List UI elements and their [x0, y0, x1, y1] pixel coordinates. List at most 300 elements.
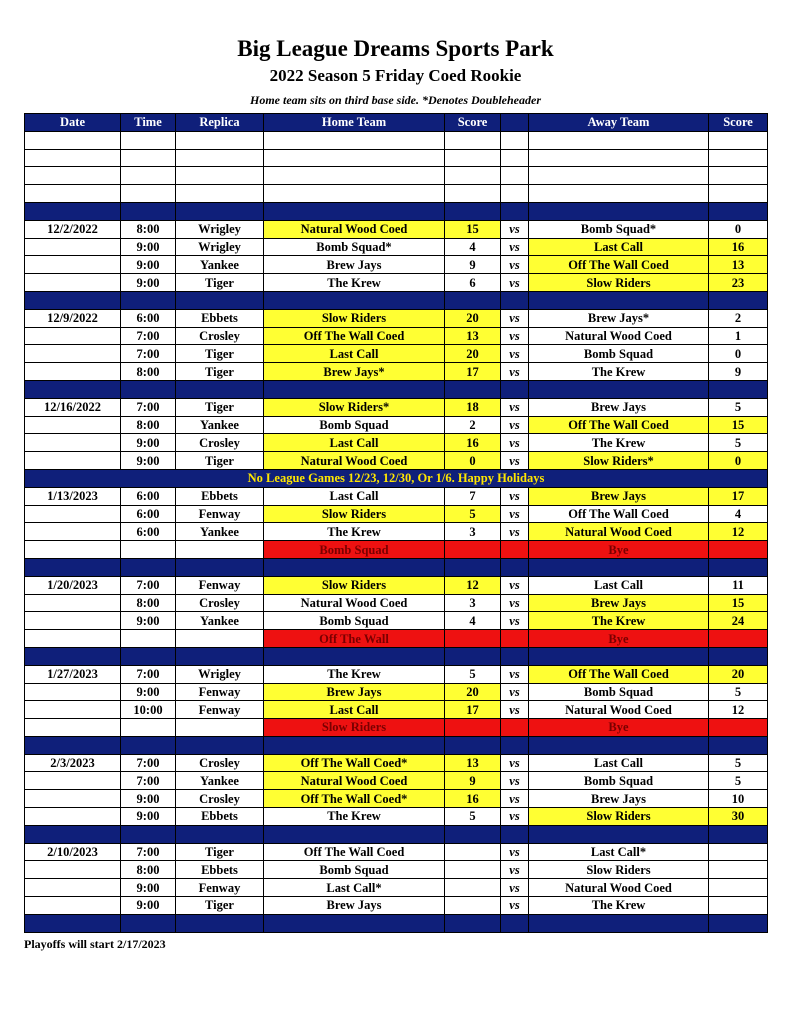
- game-date: [25, 683, 121, 701]
- away-score: 2: [709, 309, 768, 327]
- col-replica: Replica: [176, 114, 264, 132]
- game-time: 8:00: [121, 861, 176, 879]
- away-team: Brew Jays*: [529, 309, 709, 327]
- cell-date: [25, 719, 121, 737]
- game-row: [25, 434, 768, 452]
- vs-label: vs: [501, 843, 529, 861]
- cell-away-team: [529, 558, 709, 576]
- away-score: 16: [709, 238, 768, 256]
- game-row: [25, 861, 768, 879]
- game-date: [25, 238, 121, 256]
- away-score: 10: [709, 790, 768, 808]
- home-team: Slow Riders: [264, 505, 445, 523]
- home-score: 17: [445, 701, 501, 719]
- cell-away-score: [709, 630, 768, 648]
- game-date: [25, 790, 121, 808]
- cell-away-score: [709, 558, 768, 576]
- away-score: 0: [709, 345, 768, 363]
- home-team: Natural Wood Coed: [264, 594, 445, 612]
- game-row: [25, 398, 768, 416]
- home-score: 2: [445, 416, 501, 434]
- home-team: The Krew: [264, 808, 445, 826]
- game-time: 9:00: [121, 879, 176, 897]
- away-score: 9: [709, 363, 768, 381]
- blank-row: [25, 167, 768, 185]
- home-team: Slow Riders: [264, 309, 445, 327]
- game-date: [25, 327, 121, 345]
- home-team: Brew Jays*: [264, 363, 445, 381]
- vs-label: vs: [501, 897, 529, 915]
- cell-home-score: [445, 647, 501, 665]
- game-date: [25, 897, 121, 915]
- cell-replica: [176, 541, 264, 559]
- game-time: 7:00: [121, 327, 176, 345]
- vs-label: vs: [501, 879, 529, 897]
- home-team: Slow Riders: [264, 576, 445, 594]
- game-replica: Yankee: [176, 772, 264, 790]
- away-score: 1: [709, 327, 768, 345]
- bye-label: Bye: [529, 541, 709, 559]
- cell-vs: [501, 647, 529, 665]
- game-replica: Fenway: [176, 701, 264, 719]
- game-time: 9:00: [121, 274, 176, 292]
- game-replica: Tiger: [176, 363, 264, 381]
- cell-vs: [501, 630, 529, 648]
- away-score: 17: [709, 487, 768, 505]
- cell-home-score: [445, 291, 501, 309]
- game-replica: Crosley: [176, 327, 264, 345]
- col-away-team: Away Team: [529, 114, 709, 132]
- cell-home-score: [445, 736, 501, 754]
- home-score: 13: [445, 754, 501, 772]
- cell-home-score: [445, 541, 501, 559]
- home-score: 4: [445, 612, 501, 630]
- cell-away-score: [709, 914, 768, 932]
- game-time: 9:00: [121, 238, 176, 256]
- cell-away-score: [709, 736, 768, 754]
- away-team: Off The Wall Coed: [529, 256, 709, 274]
- home-score: 4: [445, 238, 501, 256]
- holiday-banner: No League Games 12/23, 12/30, Or 1/6. Happy Holidays: [25, 469, 768, 487]
- cell-date: [25, 131, 121, 149]
- game-replica: Tiger: [176, 843, 264, 861]
- game-replica: Tiger: [176, 274, 264, 292]
- game-time: 8:00: [121, 220, 176, 238]
- away-team: Bomb Squad: [529, 683, 709, 701]
- game-replica: Tiger: [176, 345, 264, 363]
- game-row: [25, 505, 768, 523]
- home-score: 20: [445, 309, 501, 327]
- cell-away-team: [529, 202, 709, 220]
- game-replica: Ebbets: [176, 309, 264, 327]
- cell-time: [121, 825, 176, 843]
- vs-label: vs: [501, 505, 529, 523]
- away-score: 12: [709, 701, 768, 719]
- game-row: [25, 790, 768, 808]
- game-time: 9:00: [121, 452, 176, 470]
- footer-note: Playoffs will start 2/17/2023: [24, 937, 166, 951]
- cell-date: [25, 202, 121, 220]
- game-row: [25, 309, 768, 327]
- home-score: 5: [445, 808, 501, 826]
- home-score: 17: [445, 363, 501, 381]
- vs-label: vs: [501, 434, 529, 452]
- vs-label: vs: [501, 665, 529, 683]
- cell-time: [121, 541, 176, 559]
- cell-home-team: [264, 149, 445, 167]
- bye-team: Slow Riders: [264, 719, 445, 737]
- game-replica: Wrigley: [176, 665, 264, 683]
- home-score: 20: [445, 345, 501, 363]
- game-date: [25, 274, 121, 292]
- cell-home-score: [445, 202, 501, 220]
- blank-row: [25, 131, 768, 149]
- home-score: 7: [445, 487, 501, 505]
- cell-replica: [176, 719, 264, 737]
- bye-label: Bye: [529, 719, 709, 737]
- game-replica: Crosley: [176, 790, 264, 808]
- cell-replica: [176, 825, 264, 843]
- game-row: [25, 701, 768, 719]
- cell-vs: [501, 719, 529, 737]
- away-score: 5: [709, 434, 768, 452]
- game-row: [25, 238, 768, 256]
- game-replica: Tiger: [176, 398, 264, 416]
- away-score: 24: [709, 612, 768, 630]
- game-replica: Yankee: [176, 523, 264, 541]
- away-team: The Krew: [529, 434, 709, 452]
- game-row: [25, 897, 768, 915]
- home-team: Last Call*: [264, 879, 445, 897]
- game-time: 7:00: [121, 843, 176, 861]
- cell-away-team: [529, 185, 709, 203]
- cell-home-team: [264, 558, 445, 576]
- cell-date: [25, 736, 121, 754]
- header-note: Home team sits on third base side. *Denotes Doubleheader: [250, 93, 541, 107]
- cell-away-score: [709, 202, 768, 220]
- away-team: Slow Riders: [529, 861, 709, 879]
- home-score: 15: [445, 220, 501, 238]
- col-date: Date: [25, 114, 121, 132]
- home-team: Last Call: [264, 701, 445, 719]
- away-team: Off The Wall Coed: [529, 416, 709, 434]
- cell-replica: [176, 914, 264, 932]
- home-score: 6: [445, 274, 501, 292]
- cell-away-team: [529, 914, 709, 932]
- game-row: [25, 345, 768, 363]
- cell-home-score: [445, 630, 501, 648]
- away-team: Bomb Squad: [529, 772, 709, 790]
- cell-away-team: [529, 825, 709, 843]
- cell-away-score: [709, 185, 768, 203]
- away-score: 5: [709, 772, 768, 790]
- cell-home-team: [264, 185, 445, 203]
- cell-vs: [501, 736, 529, 754]
- cell-date: [25, 825, 121, 843]
- game-replica: Wrigley: [176, 220, 264, 238]
- away-team: Last Call*: [529, 843, 709, 861]
- game-time: 7:00: [121, 754, 176, 772]
- game-row: [25, 754, 768, 772]
- cell-date: [25, 185, 121, 203]
- away-team: Bomb Squad: [529, 345, 709, 363]
- away-team: Natural Wood Coed: [529, 327, 709, 345]
- vs-label: vs: [501, 576, 529, 594]
- vs-label: vs: [501, 220, 529, 238]
- cell-away-score: [709, 647, 768, 665]
- away-team: Bomb Squad*: [529, 220, 709, 238]
- cell-time: [121, 736, 176, 754]
- cell-replica: [176, 185, 264, 203]
- away-score: 20: [709, 665, 768, 683]
- home-score: [445, 861, 501, 879]
- game-time: 6:00: [121, 487, 176, 505]
- cell-time: [121, 185, 176, 203]
- home-team: Off The Wall Coed: [264, 843, 445, 861]
- col-home-score: Score: [445, 114, 501, 132]
- page-title: Big League Dreams Sports Park: [237, 36, 554, 61]
- cell-away-team: [529, 131, 709, 149]
- away-score: 11: [709, 576, 768, 594]
- home-team: The Krew: [264, 274, 445, 292]
- away-score: 5: [709, 683, 768, 701]
- away-team: Slow Riders: [529, 274, 709, 292]
- game-row: [25, 612, 768, 630]
- away-team: The Krew: [529, 897, 709, 915]
- game-time: 7:00: [121, 772, 176, 790]
- cell-away-team: [529, 647, 709, 665]
- home-score: 5: [445, 665, 501, 683]
- away-team: Off The Wall Coed: [529, 665, 709, 683]
- game-row: [25, 452, 768, 470]
- cell-time: [121, 719, 176, 737]
- vs-label: vs: [501, 861, 529, 879]
- away-score: 0: [709, 220, 768, 238]
- schedule-table: [24, 113, 768, 933]
- vs-label: vs: [501, 790, 529, 808]
- cell-vs: [501, 541, 529, 559]
- cell-vs: [501, 185, 529, 203]
- home-team: The Krew: [264, 523, 445, 541]
- cell-away-score: [709, 719, 768, 737]
- game-date: [25, 363, 121, 381]
- away-score: 15: [709, 594, 768, 612]
- game-time: 7:00: [121, 576, 176, 594]
- cell-home-team: [264, 647, 445, 665]
- game-time: 9:00: [121, 897, 176, 915]
- col-home-team: Home Team: [264, 114, 445, 132]
- cell-away-team: [529, 149, 709, 167]
- away-score: [709, 843, 768, 861]
- game-date: [25, 879, 121, 897]
- game-date: [25, 434, 121, 452]
- game-date: 1/20/2023: [25, 576, 121, 594]
- cell-time: [121, 167, 176, 185]
- cell-home-team: [264, 914, 445, 932]
- vs-label: vs: [501, 487, 529, 505]
- home-team: Off The Wall Coed*: [264, 790, 445, 808]
- game-row: [25, 523, 768, 541]
- game-row: [25, 220, 768, 238]
- home-score: 3: [445, 523, 501, 541]
- cell-time: [121, 131, 176, 149]
- game-replica: Crosley: [176, 434, 264, 452]
- cell-replica: [176, 647, 264, 665]
- cell-date: [25, 167, 121, 185]
- game-date: 12/2/2022: [25, 220, 121, 238]
- vs-label: vs: [501, 452, 529, 470]
- home-score: [445, 897, 501, 915]
- game-row: [25, 772, 768, 790]
- game-date: [25, 861, 121, 879]
- home-team: Bomb Squad: [264, 861, 445, 879]
- vs-label: vs: [501, 754, 529, 772]
- cell-replica: [176, 167, 264, 185]
- away-team: Last Call: [529, 754, 709, 772]
- game-date: 12/9/2022: [25, 309, 121, 327]
- game-row: [25, 327, 768, 345]
- away-team: The Krew: [529, 363, 709, 381]
- game-replica: Ebbets: [176, 808, 264, 826]
- cell-time: [121, 630, 176, 648]
- schedule-body: [25, 131, 768, 932]
- home-score: [445, 879, 501, 897]
- cell-replica: [176, 558, 264, 576]
- cell-date: [25, 914, 121, 932]
- home-score: [445, 843, 501, 861]
- home-score: 13: [445, 327, 501, 345]
- header-row: [25, 114, 768, 132]
- bye-team: Off The Wall: [264, 630, 445, 648]
- game-time: 6:00: [121, 523, 176, 541]
- vs-label: vs: [501, 701, 529, 719]
- home-team: Natural Wood Coed: [264, 772, 445, 790]
- cell-date: [25, 558, 121, 576]
- away-team: Brew Jays: [529, 487, 709, 505]
- cell-time: [121, 291, 176, 309]
- cell-home-score: [445, 149, 501, 167]
- bye-label: Bye: [529, 630, 709, 648]
- cell-time: [121, 149, 176, 167]
- game-date: 1/27/2023: [25, 665, 121, 683]
- game-row: [25, 665, 768, 683]
- game-replica: Fenway: [176, 505, 264, 523]
- away-score: 13: [709, 256, 768, 274]
- separator-row: [25, 558, 768, 576]
- cell-away-score: [709, 291, 768, 309]
- bye-team: Bomb Squad: [264, 541, 445, 559]
- separator-row: [25, 736, 768, 754]
- home-score: 20: [445, 683, 501, 701]
- home-score: 18: [445, 398, 501, 416]
- home-score: 9: [445, 256, 501, 274]
- game-date: 12/16/2022: [25, 398, 121, 416]
- cell-date: [25, 380, 121, 398]
- home-team: Slow Riders*: [264, 398, 445, 416]
- cell-vs: [501, 558, 529, 576]
- cell-home-team: [264, 202, 445, 220]
- home-team: Natural Wood Coed: [264, 220, 445, 238]
- game-time: 10:00: [121, 701, 176, 719]
- game-time: 9:00: [121, 808, 176, 826]
- home-team: Bomb Squad*: [264, 238, 445, 256]
- home-team: Brew Jays: [264, 897, 445, 915]
- cell-date: [25, 541, 121, 559]
- cell-vs: [501, 825, 529, 843]
- cell-away-score: [709, 131, 768, 149]
- separator-row: [25, 914, 768, 932]
- bye-row: [25, 630, 768, 648]
- vs-label: vs: [501, 274, 529, 292]
- away-team: Off The Wall Coed: [529, 505, 709, 523]
- game-row: [25, 256, 768, 274]
- cell-home-team: [264, 380, 445, 398]
- game-date: [25, 523, 121, 541]
- game-date: [25, 701, 121, 719]
- away-team: Natural Wood Coed: [529, 701, 709, 719]
- game-row: [25, 576, 768, 594]
- game-date: [25, 452, 121, 470]
- home-team: Brew Jays: [264, 256, 445, 274]
- away-team: Last Call: [529, 238, 709, 256]
- game-time: 9:00: [121, 434, 176, 452]
- game-date: [25, 594, 121, 612]
- home-score: 3: [445, 594, 501, 612]
- holiday-banner-row: [25, 469, 768, 487]
- cell-home-score: [445, 167, 501, 185]
- away-score: [709, 879, 768, 897]
- cell-home-score: [445, 131, 501, 149]
- away-team: The Krew: [529, 612, 709, 630]
- blank-row: [25, 149, 768, 167]
- game-time: 6:00: [121, 505, 176, 523]
- separator-row: [25, 202, 768, 220]
- game-date: [25, 416, 121, 434]
- game-replica: Fenway: [176, 879, 264, 897]
- cell-away-team: [529, 291, 709, 309]
- away-score: [709, 861, 768, 879]
- game-replica: Wrigley: [176, 238, 264, 256]
- game-date: [25, 772, 121, 790]
- cell-away-score: [709, 825, 768, 843]
- cell-time: [121, 380, 176, 398]
- cell-home-score: [445, 719, 501, 737]
- cell-home-score: [445, 380, 501, 398]
- vs-label: vs: [501, 256, 529, 274]
- game-date: [25, 505, 121, 523]
- home-team: Bomb Squad: [264, 416, 445, 434]
- vs-label: vs: [501, 238, 529, 256]
- game-date: [25, 808, 121, 826]
- away-team: Brew Jays: [529, 594, 709, 612]
- cell-home-team: [264, 131, 445, 149]
- page-subtitle: 2022 Season 5 Friday Coed Rookie: [269, 66, 522, 85]
- cell-replica: [176, 131, 264, 149]
- home-score: 5: [445, 505, 501, 523]
- cell-time: [121, 202, 176, 220]
- away-team: Brew Jays: [529, 790, 709, 808]
- vs-label: vs: [501, 398, 529, 416]
- cell-away-score: [709, 149, 768, 167]
- bye-row: [25, 541, 768, 559]
- vs-label: vs: [501, 416, 529, 434]
- away-score: 23: [709, 274, 768, 292]
- game-time: 9:00: [121, 256, 176, 274]
- home-team: Off The Wall Coed: [264, 327, 445, 345]
- game-time: 7:00: [121, 398, 176, 416]
- game-row: [25, 416, 768, 434]
- cell-vs: [501, 202, 529, 220]
